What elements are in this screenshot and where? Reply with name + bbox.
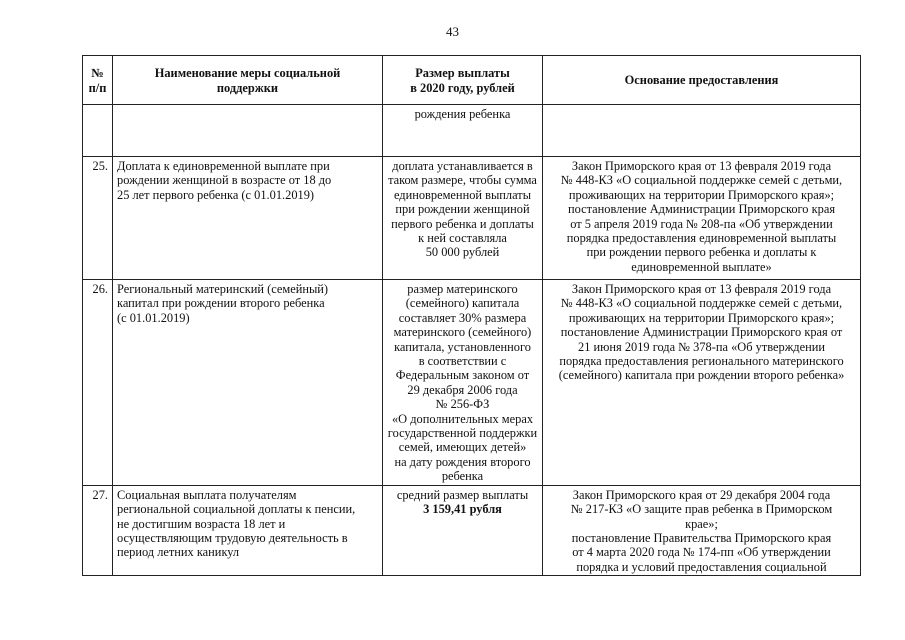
header-amount: Размер выплаты в 2020 году, рублей [383,56,543,105]
header-basis: Основание предоставления [543,56,861,105]
header-num: № п/п [83,56,113,105]
table-row [83,485,861,575]
header-name: Наименование меры социальной поддержки [113,56,383,105]
cell-name: Социальная выплата получателям региональной социальной доплаты к пенсии, не достигшим возраста 18 лет и осуществляющим трудовую деятельность в период летних каникул [113,485,383,575]
cell-basis: Закон Приморского края от 29 декабря 2004 года № 217-КЗ «О защите прав ребенка в Приморском крае»; постановление Правительства Приморского края от 4 марта 2020 года № 174-пп «Об утверждении порядка и условий предоставления социальной [543,485,861,575]
amount-text: средний размер выплаты [396,487,529,502]
social-support-table [82,55,861,576]
cell-amount [383,485,543,575]
table-row [83,280,861,486]
cell-basis [543,105,861,157]
amount-text: размер материнского (семейного) капитала составляет 30% размера материнского (семейного) капитала, установленного в соответствии с Федеральным законом от 29 декабря 2006 года № 256-ФЗ «О дополнительных мерах государственной поддержки семей, имеющих детей» на дату рождения второго ребенка [387,282,538,484]
table-row [83,157,861,280]
cell-num: 27. [83,485,113,575]
cell-name: Доплата к единовременной выплате при рождении женщиной в возрасте от 18 до 25 лет первого ребенка (с 01.01.2019) [113,157,383,280]
cell-amount [383,157,543,280]
cell-name [113,105,383,157]
amount-value: 3 159,41 рубля [423,502,502,517]
cell-num [83,105,113,157]
cell-name: Региональный материнский (семейный) капитал при рождении второго ребенка (с 01.01.2019) [113,280,383,486]
cell-basis: Закон Приморского края от 13 февраля 2019 года № 448-КЗ «О социальной поддержке семей с детьми, проживающих на территории Приморского края»; постановление Администрации Приморского края от 5 апреля 2019 года № 208-па «Об утверждении порядка предоставления единовременной выплаты при рождении первого ребенка и доплаты к единовременной выплате» [543,157,861,280]
table-header-row [83,56,861,105]
amount-text: доплата устанавливается в таком размере, чтобы сумма единовременной выплаты при рождении женщиной первого ребенка и доплаты к ней составляла 50 000 рублей [388,159,537,260]
table-row-continuation [83,105,861,157]
page-number: 43 [446,24,459,39]
cell-amount [383,280,543,486]
cell-amount: рождения ребенка [383,105,543,157]
cell-num: 25. [83,157,113,280]
cell-num: 26. [83,280,113,486]
cell-basis: Закон Приморского края от 13 февраля 2019 года № 448-КЗ «О социальной поддержке семей с детьми, проживающих на территории Приморского края»; постановление Администрации Приморского края от 21 июня 2019 года № 378-па «Об утверждении порядка предоставления регионального материнского (семейного) капитала при рождении второго ребенка» [543,280,861,486]
